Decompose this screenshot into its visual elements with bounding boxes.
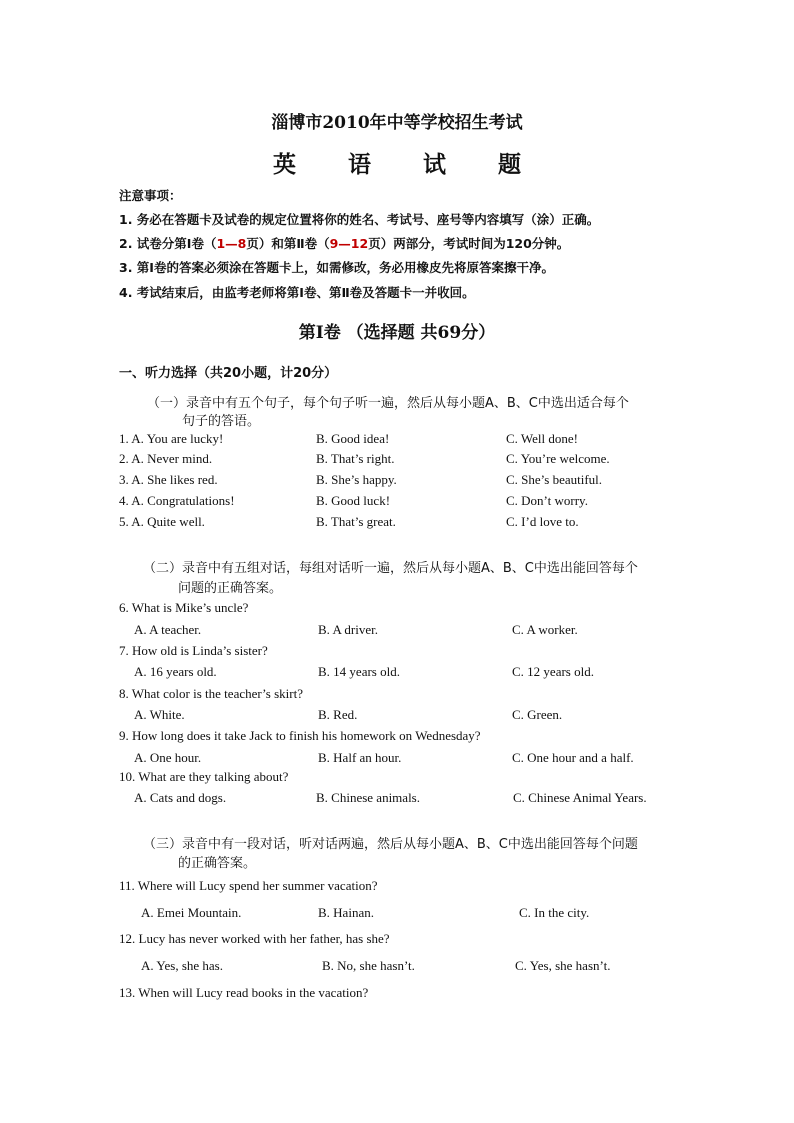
q1-option-a: 1. A. You are lucky! xyxy=(119,431,224,446)
q6-stem: 6. What is Mike’s uncle? xyxy=(119,600,249,615)
q2-option-c: C. You’re welcome. xyxy=(506,451,610,466)
q6-option-b: B. A driver. xyxy=(318,622,378,637)
note-item-4: 4. 考试结束后，由监考老师将第Ⅰ卷、第Ⅱ卷及答题卡一并收回。 xyxy=(119,285,475,300)
q9-stem: 9. How long does it take Jack to finish his homework on Wednesday? xyxy=(119,728,481,743)
q7-option-a: A. 16 years old. xyxy=(134,664,217,679)
notes-heading: 注意事项： xyxy=(119,188,182,203)
q8-option-b: B. Red. xyxy=(318,707,358,722)
note-item-2-part-b: 页）和第Ⅱ卷（ xyxy=(246,236,330,251)
q3-option-b: B. She’s happy. xyxy=(316,472,397,487)
subject-title: 英 语 试 题 xyxy=(272,151,544,178)
q12-stem: 12. Lucy has never worked with her father, has she? xyxy=(119,931,390,946)
sub3-instruction-line1: （三）录音中有一段对话，听对话两遍，然后从每小题A、B、C中选出能回答每个问题 xyxy=(143,837,638,852)
page-range-2: 9—12 xyxy=(329,236,369,251)
note-item-3: 3. 第Ⅰ卷的答案必须涂在答题卡上，如需修改，务必用橡皮先将原答案擦干净。 xyxy=(119,260,554,275)
q12-option-b: B. No, she hasn’t. xyxy=(322,958,415,973)
note-item-2-part-a: 2. 试卷分第Ⅰ卷（ xyxy=(119,236,217,251)
q9-option-a: A. One hour. xyxy=(134,750,202,765)
sub1-instruction-line1: （一）录音中有五个句子，每个句子听一遍，然后从每小题A、B、C中选出适合每个 xyxy=(147,396,629,411)
q9-option-b: B. Half an hour. xyxy=(318,750,402,765)
q8-option-c: C. Green. xyxy=(512,707,563,722)
sub3-instruction-line2: 的正确答案。 xyxy=(178,856,257,871)
q3-option-c: C. She’s beautiful. xyxy=(506,472,603,487)
q11-option-b: B. Hainan. xyxy=(318,905,374,920)
q4-option-b: B. Good luck! xyxy=(316,493,391,508)
q6-option-c: C. A worker. xyxy=(512,622,578,637)
q2-option-a: 2. A. Never mind. xyxy=(119,451,213,466)
page-range-1: 1—8 xyxy=(216,236,247,251)
sub2-instruction-line2: 问题的正确答案。 xyxy=(178,581,283,596)
q11-option-a: A. Emei Mountain. xyxy=(141,905,242,920)
q13-stem: 13. When will Lucy read books in the vacation? xyxy=(119,985,369,1000)
q7-option-c: C. 12 years old. xyxy=(512,664,594,679)
q4-option-c: C. Don’t worry. xyxy=(506,493,588,508)
note-item-2-part-c: 页）两部分，考试时间为120分钟。 xyxy=(368,236,570,251)
q4-option-a: 4. A. Congratulations! xyxy=(119,493,235,508)
q12-option-a: A. Yes, she has. xyxy=(141,958,223,973)
q2-option-b: B. That’s right. xyxy=(316,451,395,466)
section-1-title: 第Ⅰ卷 （选择题 共69分） xyxy=(298,323,496,343)
q1-option-b: B. Good idea! xyxy=(316,431,390,446)
q10-option-b: B. Chinese animals. xyxy=(316,790,420,805)
q5-option-a: 5. A. Quite well. xyxy=(119,514,205,529)
q7-option-b: B. 14 years old. xyxy=(318,664,400,679)
q10-option-c: C. Chinese Animal Years. xyxy=(513,790,647,805)
note-item-2 xyxy=(119,234,569,252)
q12-option-c: C. Yes, she hasn’t. xyxy=(515,958,611,973)
q1-option-c: C. Well done! xyxy=(506,431,579,446)
q5-option-c: C. I’d love to. xyxy=(506,514,579,529)
q9-option-c: C. One hour and a half. xyxy=(512,750,634,765)
q11-option-c: C. In the city. xyxy=(519,905,590,920)
q11-stem: 11. Where will Lucy spend her summer vacation? xyxy=(119,878,378,893)
q7-stem: 7. How old is Linda’s sister? xyxy=(119,643,268,658)
q8-option-a: A. White. xyxy=(134,707,185,722)
q10-option-a: A. Cats and dogs. xyxy=(134,790,227,805)
sub2-instruction-line1: （二）录音中有五组对话，每组对话听一遍，然后从每小题A、B、C中选出能回答每个 xyxy=(143,561,638,576)
q5-option-b: B. That’s great. xyxy=(316,514,396,529)
q10-stem: 10. What are they talking about? xyxy=(119,769,289,784)
part-1-heading: 一、听力选择（共20小题，计20分） xyxy=(119,366,338,381)
q8-stem: 8. What color is the teacher’s skirt? xyxy=(119,686,303,701)
sub1-instruction-line2: 句子的答语。 xyxy=(182,414,261,429)
exam-title: 淄博市2010年中等学校招生考试 xyxy=(271,113,523,133)
note-item-1: 1. 务必在答题卡及试卷的规定位置将你的姓名、考试号、座号等内容填写（涂）正确。 xyxy=(119,212,600,227)
q3-option-a: 3. A. She likes red. xyxy=(119,472,218,487)
q6-option-a: A. A teacher. xyxy=(134,622,202,637)
